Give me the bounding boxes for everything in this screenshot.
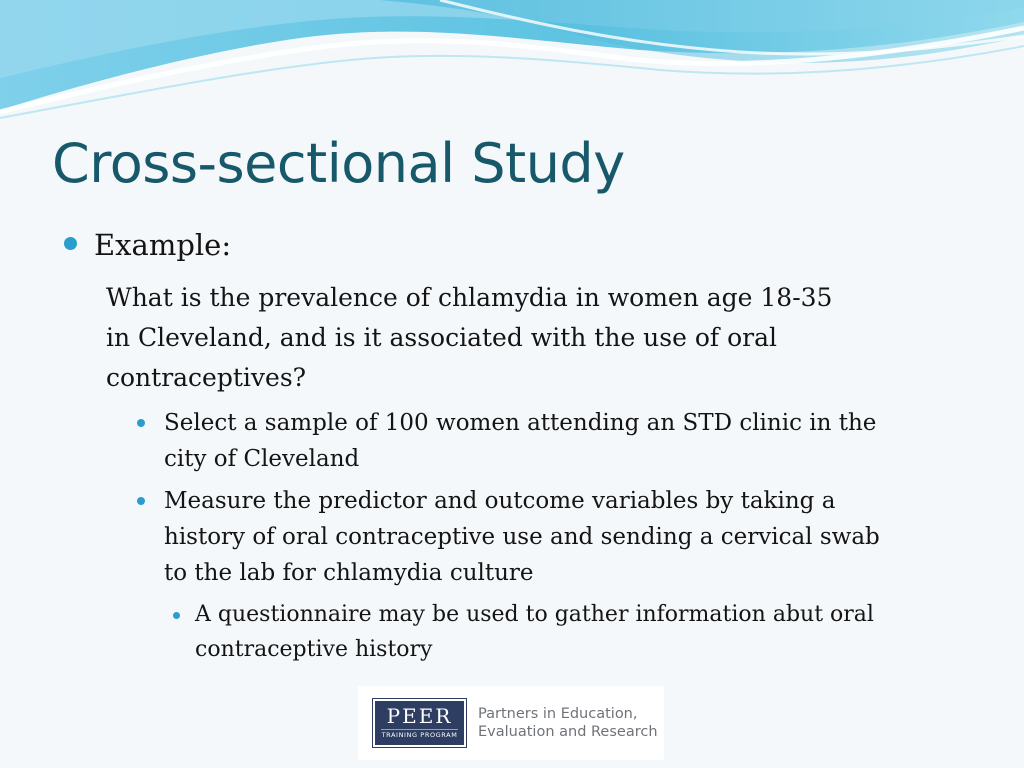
bullet-dot-icon [64, 237, 77, 250]
step-line: Select a sample of 100 women attending an STD clinic in the [164, 410, 877, 436]
step-line: to the lab for chlamydia culture [164, 560, 534, 586]
step-line: history of oral contraceptive use and sending a cervical swab [164, 524, 880, 550]
peer-badge-subtitle: TRAINING PROGRAM [381, 731, 458, 739]
bullet-dot-icon [137, 497, 145, 505]
peer-logo [358, 686, 664, 760]
question-line: What is the prevalence of chlamydia in women age 18-35 [106, 283, 833, 312]
question-line: contraceptives? [106, 363, 307, 392]
example-bullet: Example: [94, 228, 232, 262]
logo-tagline-line1: Partners in Education, [478, 706, 638, 722]
sub-step-line: contraceptive history [195, 637, 433, 662]
peer-badge [373, 699, 466, 747]
bullet-dot-icon [137, 419, 145, 427]
question-line: in Cleveland, and is it associated with the use of oral [106, 323, 778, 352]
step-line: city of Cleveland [164, 446, 360, 472]
sub-step-line: A questionnaire may be used to gather information abut oral [195, 602, 874, 627]
step-line: Measure the predictor and outcome variables by taking a [164, 488, 836, 514]
slide-title: Cross-sectional Study [52, 132, 625, 195]
header-wave-decoration [0, 0, 1024, 130]
bullet-dot-icon [173, 612, 180, 619]
logo-tagline-line2: Evaluation and Research [478, 724, 658, 740]
peer-badge-word: PEER [386, 704, 453, 728]
